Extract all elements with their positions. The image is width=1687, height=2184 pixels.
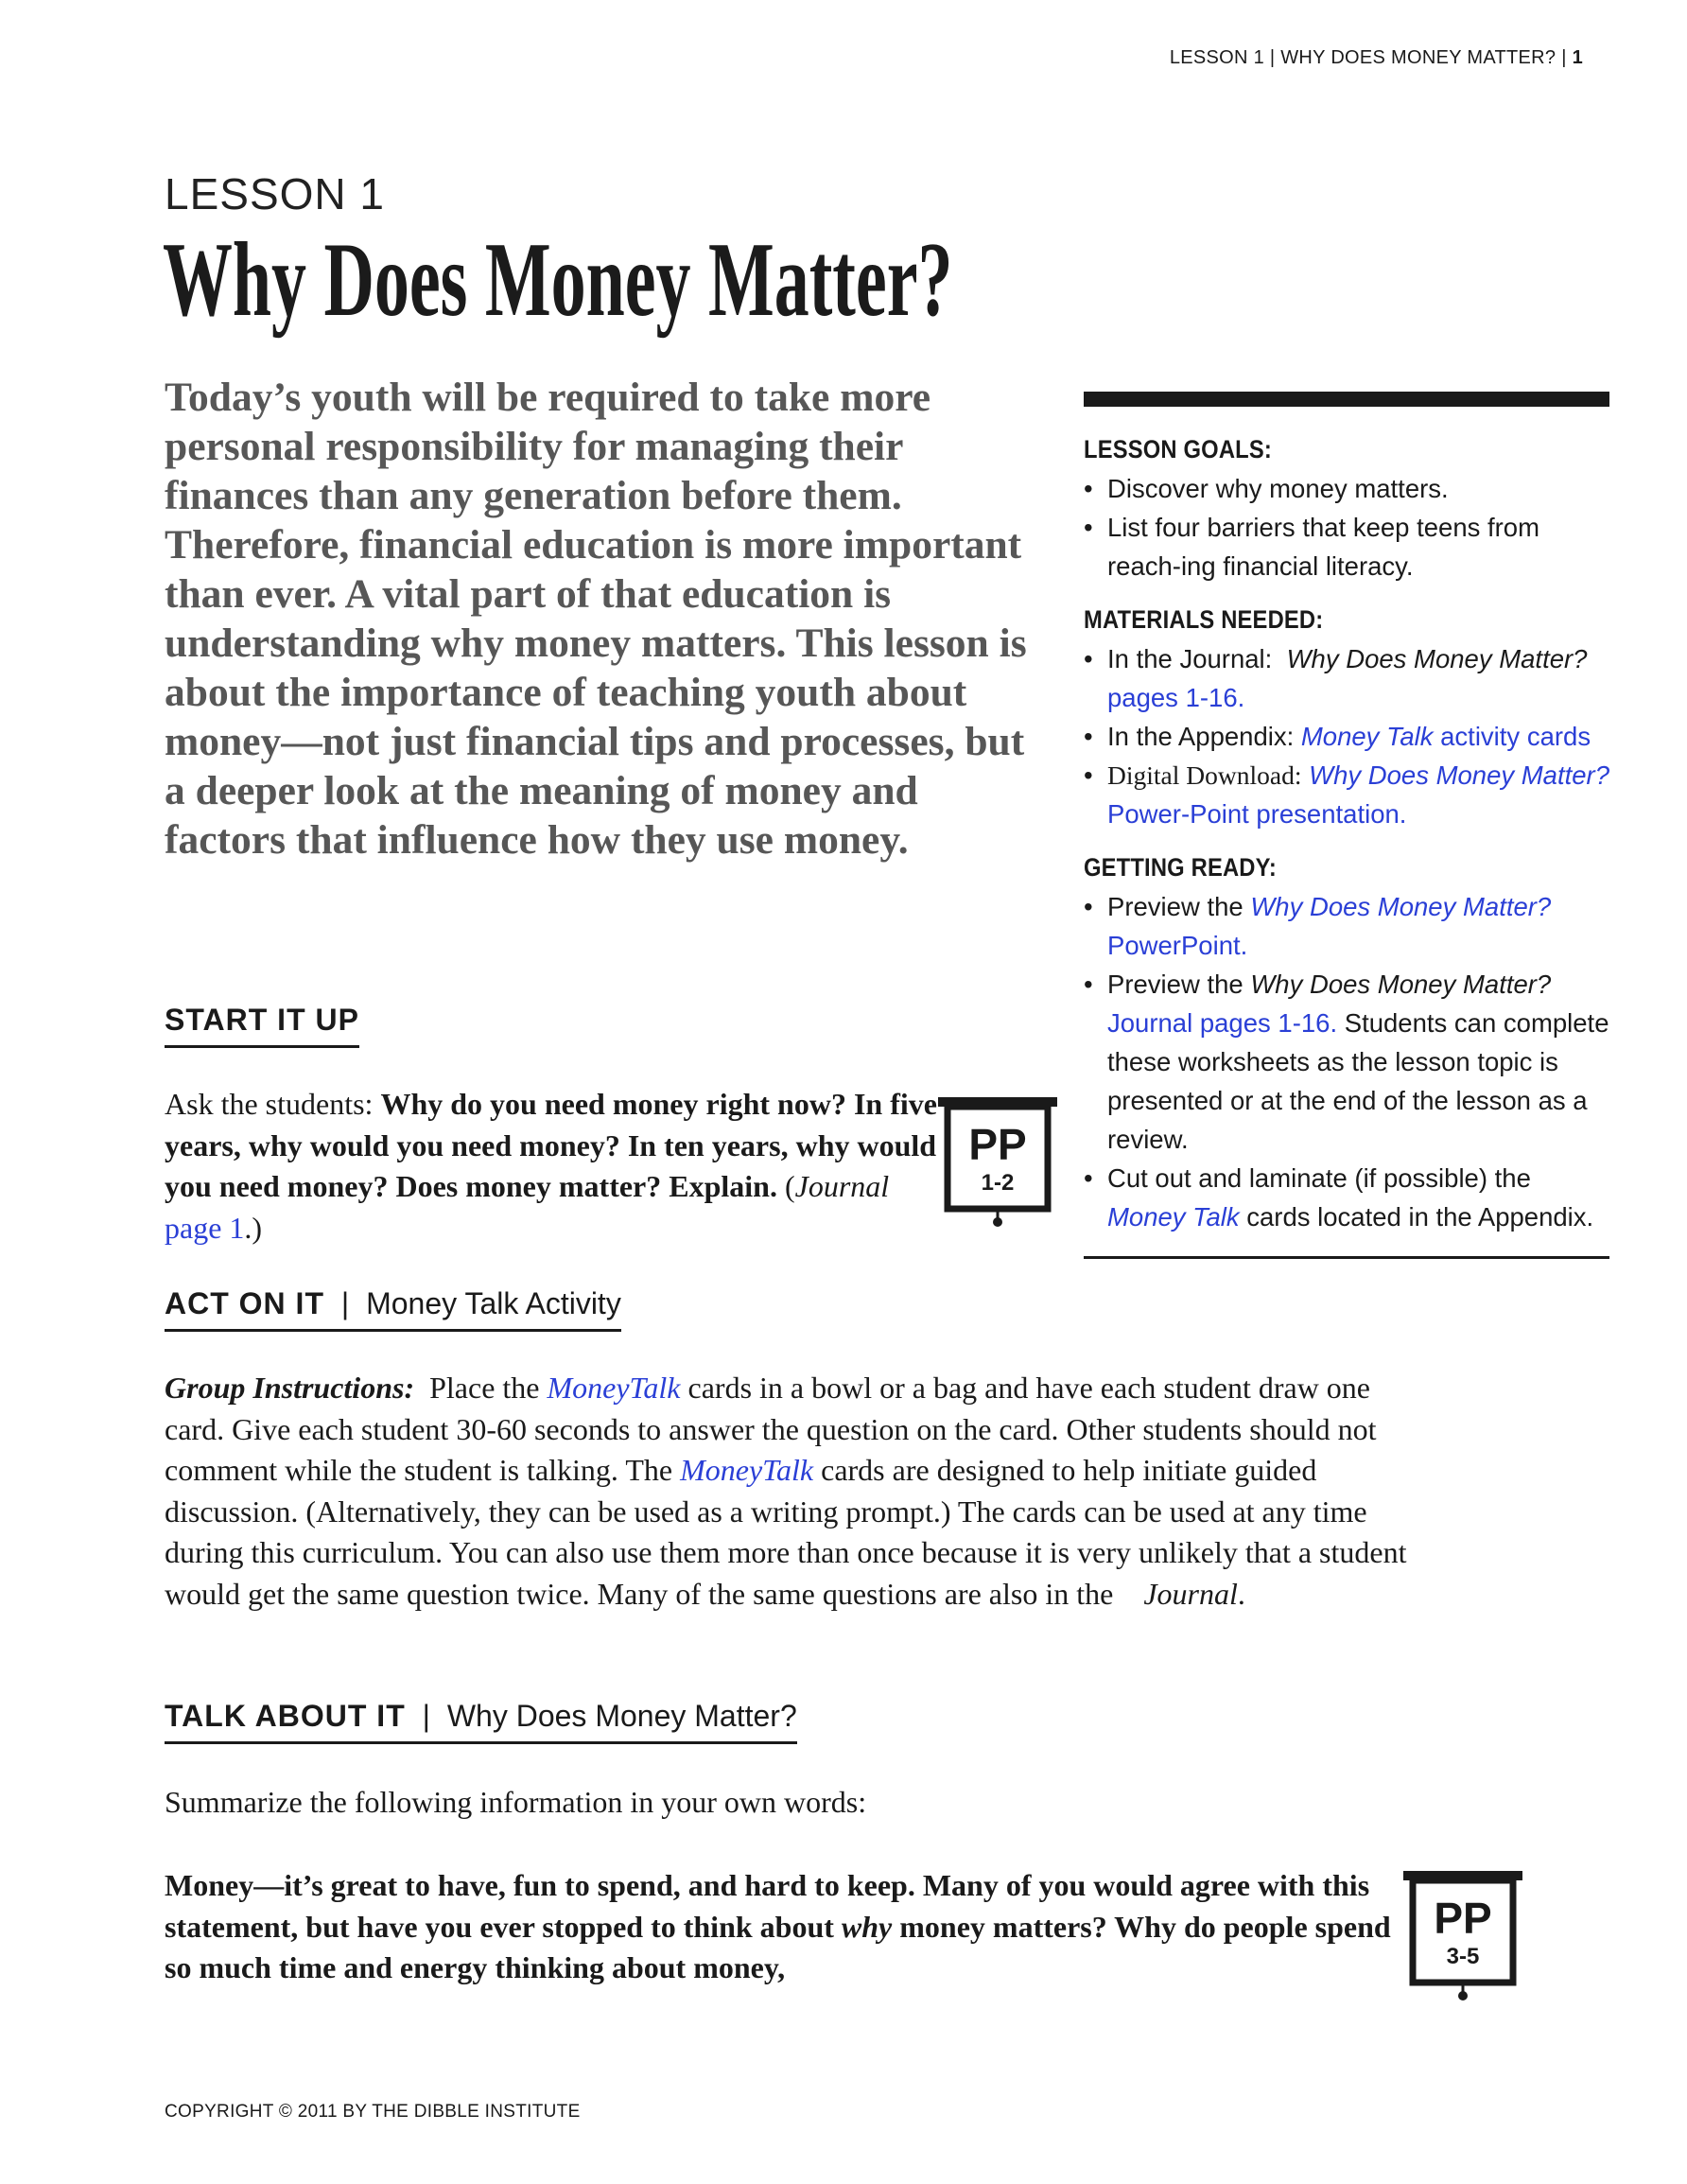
talk-about-it-heading	[165, 1699, 797, 1744]
bullet-icon: •	[1084, 722, 1093, 751]
pp-label: PP	[968, 1120, 1027, 1169]
bullet-icon: •	[1084, 644, 1093, 673]
journal-page-link[interactable]: page 1	[165, 1210, 245, 1245]
list-item	[1084, 756, 1613, 833]
journal-title: Why Does Money Matter?	[1250, 970, 1552, 999]
activity-cards-link[interactable]: activity cards	[1440, 722, 1591, 751]
sidebar-top-rule	[1084, 392, 1609, 407]
ready-text: cards located in the Appendix.	[1246, 1202, 1594, 1232]
presentation-title-link[interactable]: Why Does Money Matter?	[1309, 760, 1609, 790]
powerpoint-link[interactable]: Power-Point presentation.	[1107, 799, 1407, 829]
goal-text: List four barriers that keep teens from reach-ing financial literacy.	[1107, 513, 1540, 581]
instructions-text: Place the	[429, 1371, 540, 1405]
sidebar-bottom-rule	[1084, 1256, 1609, 1259]
bullet-icon: •	[1084, 1163, 1093, 1193]
bullet-icon: •	[1084, 513, 1093, 542]
act-on-it-text	[165, 1368, 1413, 1615]
journal-pages-link[interactable]: Journal pages 1-16.	[1107, 1008, 1338, 1038]
materials-heading: MATERIALS NEEDED:	[1084, 605, 1324, 634]
instructions-text: .	[1237, 1576, 1245, 1611]
presentation-title-link[interactable]: Why Does Money Matter?	[1250, 892, 1552, 921]
materials-list	[1084, 639, 1613, 833]
section-title: ACT ON IT	[165, 1286, 324, 1320]
journal-title: Journal	[1143, 1576, 1238, 1611]
sidebar-panel	[1084, 430, 1613, 1251]
heading-separator: |	[422, 1699, 430, 1733]
copyright-footer: COPYRIGHT © 2011 BY THE DIBBLE INSTITUTE	[165, 2102, 581, 2122]
ref-paren: .)	[244, 1210, 263, 1245]
lesson-goals-list	[1084, 469, 1613, 585]
money-talk-link[interactable]: Money Talk	[1107, 1202, 1240, 1232]
pp-slide-range: 1-2	[981, 1170, 1015, 1196]
pp-label: PP	[1434, 1894, 1492, 1943]
section-subtitle: Money Talk Activity	[366, 1286, 621, 1320]
intro-paragraph: Today’s youth will be required to take more personal responsibility for managing their finances than any generation before them. Therefore, financial education is more important than ever. A vital part of that education is understanding why money matters. This lesson is about the importance of teaching youth about money—not just financial tips and processes, but a deeper look at the meaning of money and factors that influence how they use money.	[165, 375, 1027, 863]
instructions-text: cards in a bowl or a bag and have each student draw one card. Give each student 30-60 seconds to answer the question on the card. Other students should not comment while the student is talking. The	[165, 1371, 1377, 1487]
list-item	[1084, 469, 1613, 508]
projector-screen-icon	[1401, 1869, 1524, 2001]
material-prefix: In the Appendix:	[1107, 722, 1295, 751]
paragraph-text: money matters? Why do people spend so much time and energy thinking about money,	[165, 1909, 1391, 1984]
lesson-label: LESSON 1	[165, 169, 385, 218]
money-talk-link[interactable]: MoneyTalk	[680, 1453, 814, 1487]
bullet-icon: •	[1084, 970, 1093, 999]
emphasis-why: why	[841, 1909, 893, 1944]
journal-ref: Journal	[794, 1169, 890, 1203]
running-head-text: LESSON 1 | WHY DOES MONEY MATTER? |	[1169, 47, 1567, 68]
section-subtitle: Why Does Money Matter?	[446, 1699, 797, 1733]
list-item	[1084, 887, 1613, 965]
start-it-up-text	[165, 1084, 940, 1249]
money-talk-link[interactable]: Money Talk	[1300, 722, 1434, 751]
pp-slide-range: 3-5	[1446, 1944, 1480, 1969]
powerpoint-link[interactable]: PowerPoint.	[1107, 931, 1248, 960]
list-item	[1084, 639, 1613, 717]
list-item	[1084, 717, 1613, 756]
ready-text: Students can complete these worksheets as the lesson topic is presented or at the end of the lesson as a review.	[1107, 1008, 1609, 1154]
running-header	[1170, 47, 1583, 69]
instructions-label: Group Instructions:	[165, 1371, 415, 1405]
material-prefix: Digital Download:	[1107, 760, 1302, 790]
ready-prefix: Cut out and laminate (if possible) the	[1107, 1163, 1531, 1193]
list-item	[1084, 965, 1613, 1159]
getting-ready-heading: GETTING READY:	[1084, 853, 1277, 882]
ref-paren: (	[784, 1169, 795, 1203]
journal-pages-link[interactable]: pages 1-16.	[1107, 683, 1245, 712]
start-it-up-heading	[165, 1003, 359, 1048]
section-title: START IT UP	[165, 1003, 359, 1037]
instructions-text: cards are designed to help initiate guided discussion. (Alternatively, they can be used as a writing prompt.) The cards can be used at any time during this curriculum. You can also use them more than once because it is very unlikely that a student would get the same question twice. Many of the same questions are also in the	[165, 1453, 1407, 1611]
paragraph-text: Money—it’s great to have, fun to spend, and hard to keep. Many of you would agree with this statement, but have you ever stopped to think about	[165, 1868, 1370, 1944]
lesson-goals-heading: LESSON GOALS:	[1084, 435, 1272, 463]
powerpoint-slides-icon	[1401, 1869, 1524, 2001]
prompt-lead: Ask the students:	[165, 1087, 374, 1121]
material-title: Why Does Money Matter?	[1286, 644, 1588, 673]
page-title: Why Does Money Matter?	[163, 221, 953, 339]
talk-about-it-paragraph	[165, 1865, 1394, 1989]
page-number: 1	[1572, 47, 1583, 68]
material-prefix: In the Journal:	[1107, 644, 1273, 673]
list-item	[1084, 508, 1613, 585]
money-talk-link[interactable]: MoneyTalk	[547, 1371, 681, 1405]
bullet-icon: •	[1084, 760, 1093, 790]
list-item	[1084, 1159, 1613, 1236]
heading-separator: |	[340, 1286, 350, 1320]
projector-screen-icon	[936, 1095, 1059, 1228]
ready-prefix: Preview the	[1107, 892, 1244, 921]
ready-prefix: Preview the	[1107, 970, 1244, 999]
summarize-instruction: Summarize the following information in your own words:	[165, 1785, 867, 1819]
prompt-questions: Why do you need money right now? In five years, why would you need money? In ten years, why would you need money? Does money matter? Explain.	[165, 1087, 937, 1203]
bullet-icon: •	[1084, 892, 1093, 921]
goal-text: Discover why money matters.	[1107, 474, 1449, 503]
act-on-it-heading	[165, 1286, 621, 1332]
getting-ready-list	[1084, 887, 1613, 1236]
bullet-icon: •	[1084, 474, 1093, 503]
section-title: TALK ABOUT IT	[165, 1699, 406, 1733]
powerpoint-slides-icon	[936, 1095, 1059, 1228]
